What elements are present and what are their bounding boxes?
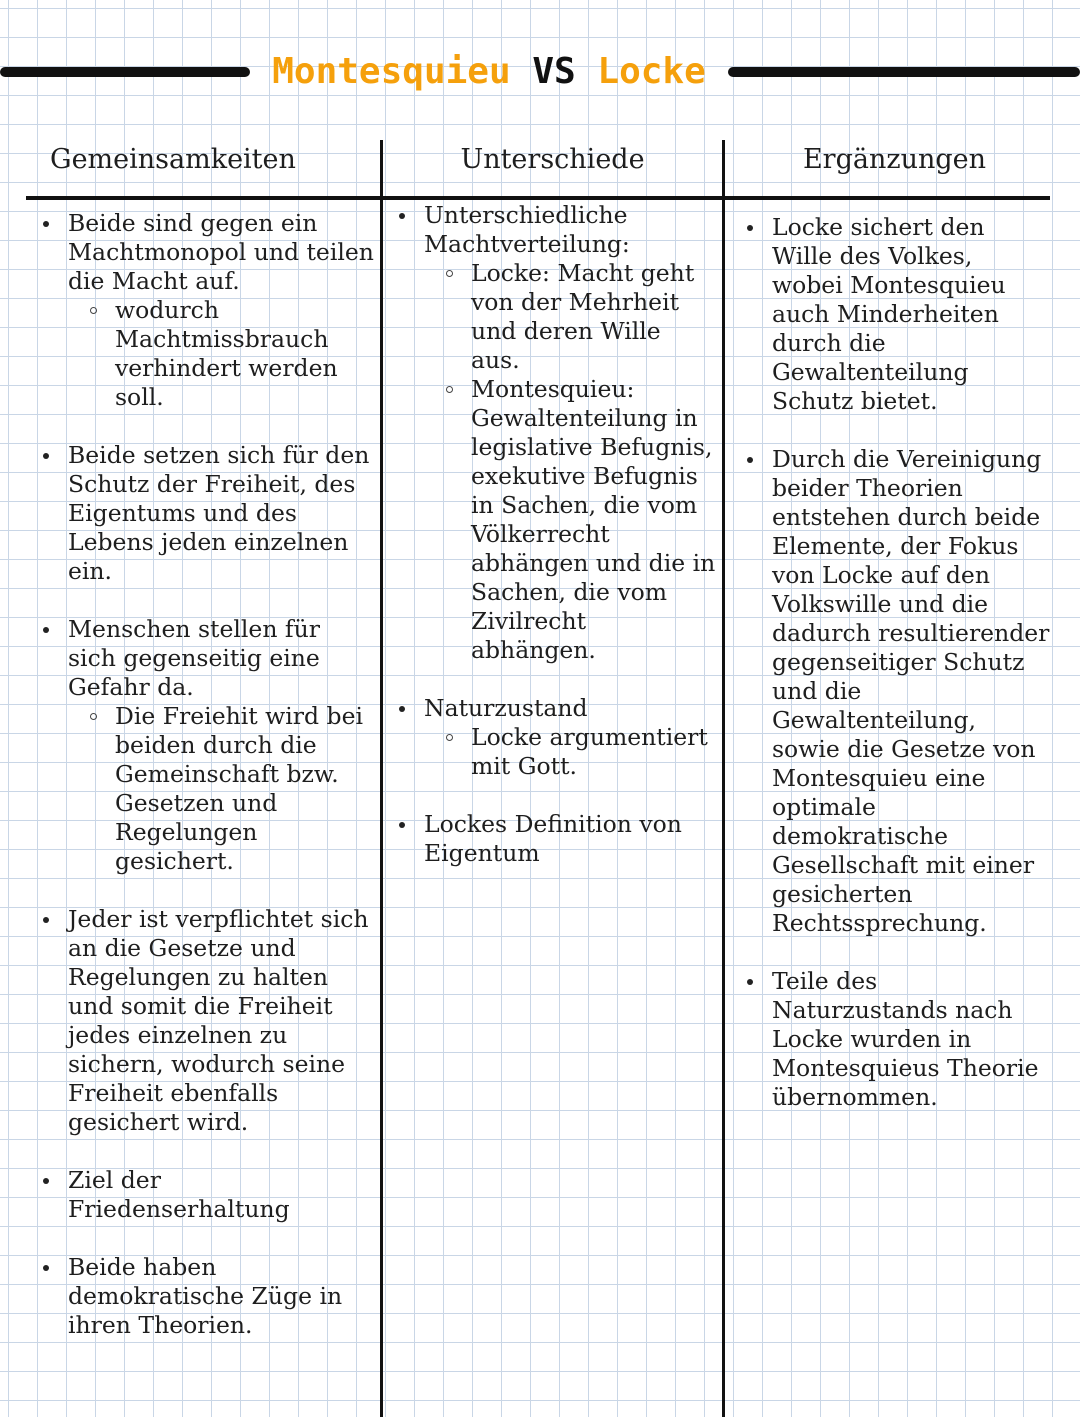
title-rule-left bbox=[0, 67, 250, 77]
item-text: Durch die Vereinigung beider Theorien entstehen durch beide Elemente, der Fokus von Locke auf den Volkswille und die dadurch resultierender gegenseitiger Schutz und die Gewaltenteilung, sowie die Gesetze von Montesquieu eine optimale demokratische Gesellschaft mit einer gesicherten Rechtssprechung. bbox=[772, 445, 1050, 937]
ergaenzungen-list bbox=[744, 213, 1050, 1112]
item-text: Beide setzen sich für den Schutz der Freiheit, des Eigentums und des Lebens jeden einzelnen ein. bbox=[68, 441, 370, 585]
column-unterschiede bbox=[396, 201, 716, 897]
title-vs: VS bbox=[532, 51, 576, 92]
list-item bbox=[744, 967, 1050, 1112]
header-ergaenzungen: Ergänzungen bbox=[802, 144, 987, 175]
item-text: Locke sichert den Wille des Volkes, wobei Montesquieu auch Minderheiten durch die Gewaltenteilung Schutz bietet. bbox=[772, 213, 1006, 415]
list-item bbox=[396, 201, 716, 665]
title-locke: Locke bbox=[597, 51, 706, 92]
header-unterschiede: Unterschiede bbox=[460, 144, 645, 175]
sub-item: wodurch Machtmissbrauch verhindert werden soll. bbox=[68, 296, 375, 412]
list-item bbox=[40, 1166, 375, 1224]
column-ergaenzungen bbox=[744, 213, 1050, 1141]
column-divider-2 bbox=[722, 140, 725, 1417]
item-text: Teile des Naturzustands nach Locke wurden in Montesquieus Theorie übernommen. bbox=[772, 967, 1039, 1111]
item-text: Lockes Definition von Eigentum bbox=[424, 810, 682, 867]
item-text: Unterschiedliche Machtverteilung: bbox=[424, 201, 630, 258]
gemeinsamkeiten-list bbox=[40, 209, 375, 1340]
sub-item: Locke: Macht geht von der Mehrheit und deren Wille aus. bbox=[424, 259, 716, 375]
list-item bbox=[40, 209, 375, 412]
item-text: Ziel der Friedenserhaltung bbox=[68, 1166, 290, 1223]
column-gemeinsamkeiten bbox=[40, 209, 375, 1369]
column-divider-1 bbox=[380, 140, 383, 1417]
list-item bbox=[744, 213, 1050, 416]
unterschiede-list bbox=[396, 201, 716, 868]
list-item bbox=[744, 445, 1050, 938]
list-item bbox=[40, 615, 375, 876]
item-text: Menschen stellen für sich gegenseitig eine Gefahr da. bbox=[68, 615, 320, 701]
title-rule-right bbox=[728, 67, 1080, 77]
item-text: Beide sind gegen ein Machtmonopol und teilen die Macht auf. bbox=[68, 209, 374, 295]
sub-item: Locke argumentiert mit Gott. bbox=[424, 723, 716, 781]
sub-item: Montesquieu: Gewaltenteilung in legislative Befugnis, exekutive Befugnis in Sachen, die vom Völkerrecht abhängen und die in Sachen, die vom Zivilrecht abhängen. bbox=[424, 375, 716, 665]
header-divider bbox=[26, 196, 1050, 200]
title-row bbox=[0, 40, 1080, 104]
page-title bbox=[252, 44, 726, 100]
item-text: Jeder ist verpflichtet sich an die Gesetze und Regelungen zu halten und somit die Freiheit jedes einzelnen zu sichern, wodurch seine Freiheit ebenfalls gesichert wird. bbox=[68, 905, 369, 1136]
title-montesquieu: Montesquieu bbox=[272, 51, 511, 92]
header-gemeinsamkeiten: Gemeinsamkeiten bbox=[50, 144, 296, 175]
item-text: Beide haben demokratische Züge in ihren Theorien. bbox=[68, 1253, 343, 1339]
list-item bbox=[40, 441, 375, 586]
list-item bbox=[396, 694, 716, 781]
sub-item: Die Freiehit wird bei beiden durch die Gemeinschaft bzw. Gesetzen und Regelungen gesichert. bbox=[68, 702, 375, 876]
item-text: Naturzustand bbox=[424, 694, 588, 722]
list-item bbox=[40, 905, 375, 1137]
list-item bbox=[396, 810, 716, 868]
list-item bbox=[40, 1253, 375, 1340]
